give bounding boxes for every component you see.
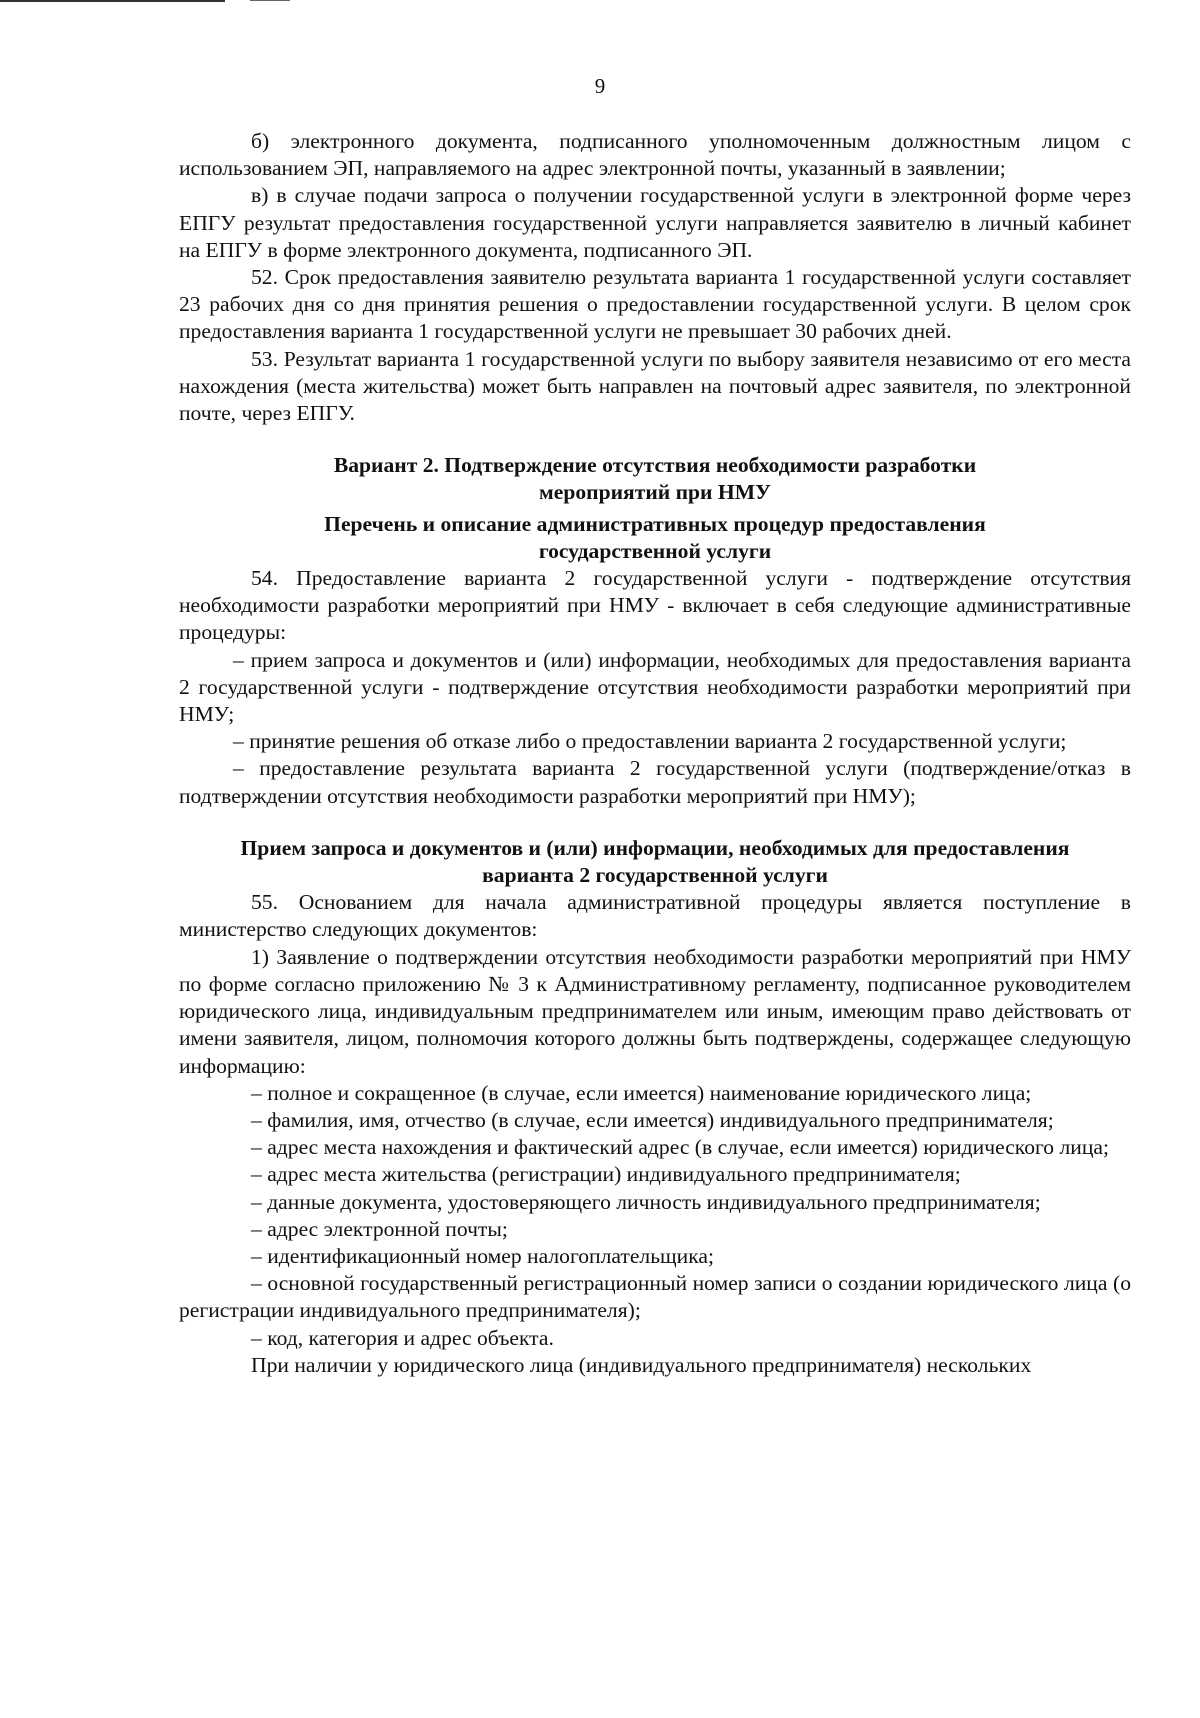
list-item: – адрес места жительства (регистрации) индивидуального предпринимателя; (251, 1162, 961, 1187)
paragraph-b: б) электронного документа, подписанного уполномоченным должностным лицом с использованием ЭП, направляемого на адрес электронной почты, указанный в заявлении; (179, 129, 1131, 181)
section-heading-procedures (179, 511, 1131, 565)
heading-line: Перечень и описание административных процедур предоставления (324, 511, 986, 536)
list-item: – основной государственный регистрационный номер записи о создании юридического лица (о регистрации индивидуального предпринимателя); (179, 1271, 1131, 1323)
paragraph-54: 54. Предоставление варианта 2 государственной услуги - подтверждение отсутствия необходимости разработки мероприятий при НМУ - включает в себя следующие административные процедуры: (179, 566, 1131, 645)
heading-line: Прием запроса и документов и (или) информации, необходимых для предоставления (240, 835, 1070, 860)
paragraph-52: 52. Срок предоставления заявителю результата варианта 1 государственной услуги составляет 23 рабочих дня со дня принятия решения о предоставлении государственной услуги. В целом срок предоставления варианта 1 государственной услуги не превышает 30 рабочих дней. (179, 265, 1131, 344)
heading-line: варианта 2 государственной услуги (482, 863, 828, 888)
page-number: 9 (594, 74, 606, 98)
paragraph-53: 53. Результат варианта 1 государственной услуги по выбору заявителя независимо от его места нахождения (места жительства) может быть направлен на почтовый адрес заявителя, по электронной почте, через ЕПГУ. (179, 346, 1131, 426)
section-heading-variant-2 (179, 452, 1131, 506)
list-item: – адрес места нахождения и фактический адрес (в случае, если имеется) юридического лица; (251, 1135, 1109, 1160)
paragraph-continued: При наличии у юридического лица (индивидуального предпринимателя) нескольких (251, 1352, 1032, 1377)
list-item: – данные документа, удостоверяющего личность индивидуального предпринимателя; (251, 1189, 1041, 1214)
list-item: – предоставление результата варианта 2 государственной услуги (подтверждение/отказ в подтверждении отсутствия необходимости разработки мероприятий при НМУ); (179, 756, 1131, 808)
list-item: – принятие решения об отказе либо о предоставлении варианта 2 государственной услуги; (233, 729, 1067, 754)
list-item: – полное и сокращенное (в случае, если имеется) наименование юридического лица; (251, 1080, 1032, 1105)
paragraph-v: в) в случае подачи запроса о получении государственной услуги в электронной форме через ЕПГУ результат предоставления государственной услуги направляется заявителю в личный кабинет на ЕПГУ в форме электронного документа, подписанного ЭП. (179, 183, 1131, 262)
list-item: – идентификационный номер налогоплательщика; (251, 1243, 714, 1268)
list-item: – код, категория и адрес объекта. (251, 1325, 554, 1350)
heading-line: мероприятий при НМУ (539, 480, 771, 505)
scan-edge-mark (250, 0, 290, 1)
list-item: – прием запроса и документов и (или) информации, необходимых для предоставления варианта 2 государственной услуги - подтверждение отсутствия необходимости разработки мероприятий при НМУ; (179, 647, 1131, 727)
heading-line: Вариант 2. Подтверждение отсутствия необходимости разработки (333, 453, 977, 478)
scan-edge-mark (0, 0, 225, 2)
section-heading-reception (179, 835, 1131, 889)
heading-line: государственной услуги (538, 538, 772, 563)
paragraph-55: 55. Основанием для начала административной процедуры является поступление в министерство следующих документов: (179, 890, 1131, 942)
list-item: – адрес электронной почты; (251, 1216, 508, 1241)
paragraph-55-1: 1) Заявление о подтверждении отсутствия необходимости разработки мероприятий при НМУ по форме согласно приложению № 3 к Административному регламенту, подписанное руководителем юридического лица, индивидуальным предпринимателем или иным, имеющим право действовать от имени заявителя, лицом, полномочия которого должны быть подтверждены, содержащее следующую информацию: (179, 944, 1131, 1078)
list-item: – фамилия, имя, отчество (в случае, если имеется) индивидуального предпринимателя; (251, 1107, 1054, 1132)
document-body (179, 128, 1131, 1379)
